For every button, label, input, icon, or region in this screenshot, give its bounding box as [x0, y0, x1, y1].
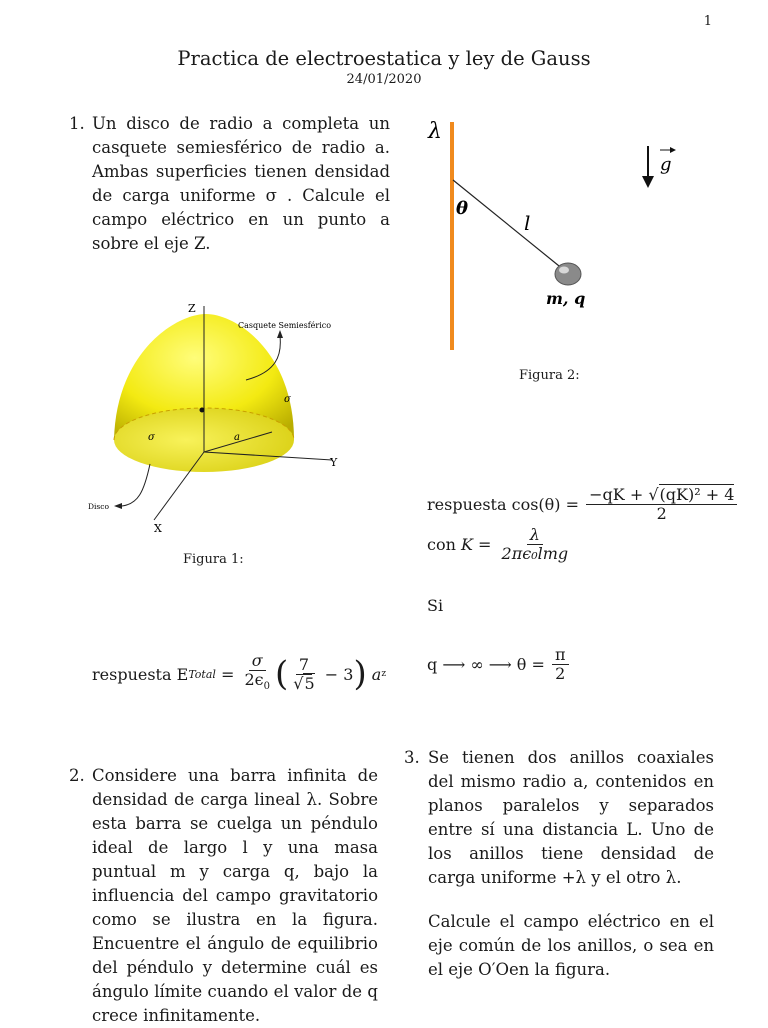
page-date: 24/01/2020: [346, 72, 422, 87]
answer2-lhs: cos(θ) =: [511, 495, 580, 514]
gravity-arrow: [642, 176, 654, 188]
label-casquete: Casquete Semiesférico: [238, 321, 332, 330]
problem1-answer: respuesta E Total = $\frac{\sigma}{2\epsilon_0}$ ( $\frac{7}{√5}$ − 3 ) a z: [92, 651, 387, 695]
label-radius: a: [234, 432, 240, 443]
k-num: λ: [527, 526, 543, 545]
k-lhs: K =: [461, 535, 492, 554]
answer1-inner-sqrt: 5: [304, 673, 315, 693]
answer2-label: respuesta: [427, 495, 507, 514]
figure1-hemisphere: [86, 292, 386, 542]
label-theta: θ: [456, 198, 469, 219]
k-con-label: con: [427, 535, 456, 554]
answer1-sigma: σ: [249, 652, 266, 671]
limit-den: 2: [555, 664, 566, 683]
limit-num: π: [552, 646, 569, 665]
answer1-den-sub: 0: [263, 681, 271, 693]
problem2-limit: [427, 646, 571, 683]
label-x: X: [154, 522, 162, 535]
problem1-text: Un disco de radio a completa un casquete semiesférico de radio a. Ambas superficies tienen densidad de carga uniforme σ . Calcule el campo eléctrico en un punto a sobre el eje Z.: [92, 114, 390, 253]
answer2-num-sqrt: (qK)² + 4: [659, 485, 735, 504]
figure2-caption: Figura 2:: [519, 368, 580, 383]
pendulum-string: [453, 180, 564, 270]
answer1-unit-sub: z: [381, 669, 387, 680]
problem2-answer: respuesta cos(θ) = $\frac{\text{−qK + √(qK)² + 4}}{2}$: [427, 486, 739, 523]
answer1-lhs: E: [176, 664, 189, 684]
label-sigma-top: σ: [284, 394, 291, 405]
problem3-text2: Calcule el campo eléctrico en el eje común de los anillos, o sea en el eje O′Oen la figura.: [428, 912, 714, 979]
answer2-num-a: −qK +: [589, 485, 644, 504]
problem2-text: Considere una barra infinita de densidad de carga lineal λ. Sobre esta barra se cuelga un péndulo ideal de largo l y una masa puntual m y carga q, bajo la influencia del campo gravitatorio como se ilustra en la figura. Encuentre el ángulo de equilibrio del péndulo y determine cuál es ángulo límite cuando el valor de q crece infinitamente.: [92, 766, 378, 1025]
label-sigma-disk: σ: [148, 432, 155, 443]
label-y: Y: [330, 456, 338, 469]
pendulum-mass: [555, 263, 581, 285]
point-a: [200, 408, 205, 413]
label-lambda: λ: [428, 119, 442, 144]
label-gravity: g: [660, 154, 672, 175]
answer1-label: respuesta: [92, 664, 172, 684]
page-title: Practica de electroestatica y ley de Gauss: [177, 47, 591, 70]
limit-text: q ⟶ ∞ ⟶ θ =: [427, 655, 545, 674]
answer1-lhs-sub: Total: [188, 667, 216, 681]
problem2-si: Si: [427, 596, 444, 615]
problem2-k-definition: [427, 526, 573, 563]
label-disco: Disco: [88, 502, 109, 511]
figure2-pendulum: [420, 112, 680, 357]
label-mass-charge: m, q: [546, 289, 586, 308]
answer1-unit: a: [371, 664, 382, 684]
answer1-minus: − 3: [324, 664, 354, 684]
answer1-den: 2ϵ: [244, 670, 264, 689]
problem1-number: 1.: [69, 114, 85, 133]
answer1-inner-num: 7: [296, 656, 312, 675]
k-den: 2πϵ₀lmg: [501, 544, 569, 563]
problem3-number: 3.: [404, 748, 420, 767]
page-number: 1: [703, 14, 712, 29]
figure1-caption: Figura 1:: [183, 552, 244, 567]
label-length: l: [524, 211, 531, 235]
label-z: Z: [188, 302, 196, 315]
problem3-text: Se tienen dos anillos coaxiales del mismo radio a, contenidos en planos paralelos y separados entre sí una distancia L. Uno de los anillos tiene densidad de carga uniforme +λ y el otro λ.: [428, 748, 714, 887]
answer2-den: 2: [656, 504, 667, 523]
problem2-number: 2.: [69, 766, 85, 785]
